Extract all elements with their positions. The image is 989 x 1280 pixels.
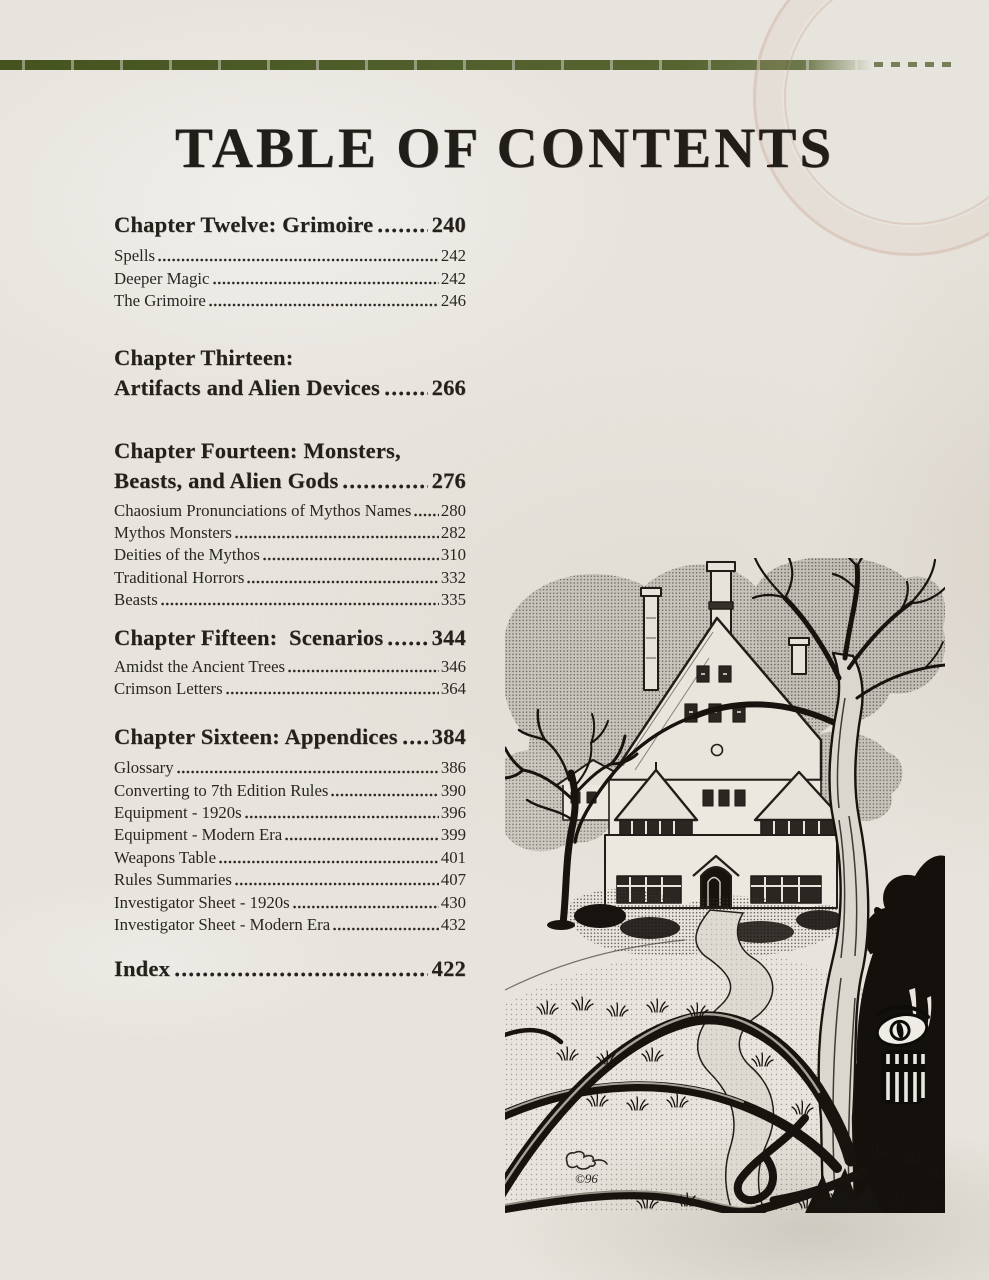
toc-entry — [114, 756, 466, 778]
toc-chapter-heading — [114, 621, 466, 651]
entry-label: Equipment - 1920s — [114, 803, 242, 823]
chapter-label: Chapter Twelve: Grimoire — [114, 212, 374, 237]
dot-leader — [385, 389, 428, 397]
eye-creature — [875, 1007, 929, 1104]
chapter-page: 240 — [431, 212, 466, 237]
entry-label: Rules Summaries — [114, 870, 232, 890]
toc-entry — [114, 801, 466, 823]
entry-page: 390 — [440, 780, 466, 800]
toc-chapter-heading — [114, 464, 466, 494]
toc-entry — [114, 868, 466, 890]
toc-entry — [114, 244, 466, 266]
toc-chapter-heading — [114, 371, 466, 401]
dot-leader — [247, 578, 438, 585]
dot-leader — [378, 226, 427, 234]
dot-leader — [209, 301, 439, 308]
entry-label: Deities of the Mythos — [114, 545, 260, 565]
toc-entry — [114, 845, 466, 867]
toc-section-chapter-fourteen — [114, 434, 466, 610]
toc-entry — [114, 654, 466, 676]
toc-entry — [114, 677, 466, 699]
toc-chapter-heading — [114, 434, 466, 464]
chapter-label: Chapter Fifteen: Scenarios — [114, 625, 384, 651]
chapter-page: 344 — [431, 625, 466, 651]
entry-label: Spells — [114, 246, 156, 266]
toc-index-row — [114, 952, 466, 982]
toc-entries — [114, 756, 466, 935]
page-title: TABLE OF CONTENTS — [174, 117, 835, 180]
entry-label: Equipment - Modern Era — [114, 825, 283, 845]
entry-page: 430 — [440, 892, 466, 912]
toc-section-chapter-thirteen — [114, 341, 466, 401]
entry-label: Weapons Table — [114, 847, 217, 867]
toc-section-chapter-twelve — [114, 208, 466, 311]
chapter-label: Chapter Sixteen: Appendices — [114, 723, 398, 749]
toc-entry — [114, 565, 466, 587]
toc-chapter-heading — [114, 208, 466, 238]
dot-leader — [403, 738, 428, 746]
entry-page: 364 — [440, 678, 466, 698]
entry-page: 335 — [440, 590, 466, 610]
entry-label: Glossary — [114, 758, 174, 778]
dot-leader — [331, 791, 438, 798]
chapter-page: 266 — [431, 375, 466, 401]
dot-leader — [288, 667, 439, 674]
index-label: Index — [114, 956, 171, 982]
table-of-contents — [114, 208, 466, 982]
toc-entry — [114, 913, 466, 935]
entry-label: Beasts — [114, 590, 158, 610]
toc-entry — [114, 588, 466, 610]
dot-leader — [175, 970, 428, 978]
entry-page: 246 — [440, 291, 466, 311]
chapter-page: 384 — [431, 723, 466, 749]
dot-leader — [235, 533, 439, 540]
entry-label: Chaosium Pronunciations of Mythos Names — [114, 500, 412, 520]
entry-label: Traditional Horrors — [114, 567, 245, 587]
entry-page: 280 — [440, 500, 466, 520]
dot-leader — [235, 880, 439, 887]
chapter-label: Chapter Fourteen: Monsters, — [114, 438, 401, 464]
entry-page: 396 — [440, 803, 466, 823]
toc-entries — [114, 244, 466, 311]
dot-leader — [161, 600, 439, 607]
dot-leader — [343, 482, 427, 490]
entry-page: 407 — [440, 870, 466, 890]
entry-page: 386 — [440, 758, 466, 778]
dot-leader — [414, 511, 438, 518]
entry-page: 332 — [440, 567, 466, 587]
index-page: 422 — [431, 956, 466, 982]
chapter-label: Artifacts and Alien Devices — [114, 375, 380, 401]
dot-leader — [285, 835, 439, 842]
entry-page: 282 — [440, 522, 466, 542]
toc-chapter-heading — [114, 341, 466, 371]
entry-page: 432 — [440, 915, 466, 935]
signature-year: ©96 — [575, 1171, 598, 1186]
toc-entry — [114, 778, 466, 800]
entry-label: Crimson Letters — [114, 678, 223, 698]
toc-entry — [114, 543, 466, 565]
chapter-label: Chapter Thirteen: — [114, 345, 294, 371]
toc-section-chapter-sixteen — [114, 720, 466, 935]
toc-entry — [114, 289, 466, 311]
toc-entries — [114, 654, 466, 699]
dot-leader — [213, 279, 439, 286]
entry-page: 242 — [440, 246, 466, 266]
entry-label: The Grimoire — [114, 291, 206, 311]
dot-leader — [158, 256, 439, 263]
entry-label: Investigator Sheet - Modern Era — [114, 915, 331, 935]
entry-page: 399 — [440, 825, 466, 845]
entry-label: Amidst the Ancient Trees — [114, 656, 286, 676]
page-top-rule — [0, 60, 872, 70]
haunted-mansion-illustration — [505, 558, 945, 1213]
entry-label: Mythos Monsters — [114, 522, 232, 542]
dot-leader — [263, 555, 439, 562]
dot-leader — [333, 925, 439, 932]
toc-entry — [114, 521, 466, 543]
dot-leader — [219, 858, 439, 865]
dot-leader — [177, 768, 439, 775]
entry-label: Deeper Magic — [114, 268, 210, 288]
chapter-label: Beasts, and Alien Gods — [114, 468, 339, 494]
entry-page: 310 — [440, 545, 466, 565]
dot-leader — [388, 639, 427, 647]
toc-section-chapter-fifteen — [114, 621, 466, 699]
dot-leader — [226, 689, 439, 696]
entry-page: 401 — [440, 847, 466, 867]
entry-page: 346 — [440, 656, 466, 676]
toc-entry — [114, 498, 466, 520]
dot-leader — [245, 813, 439, 820]
entry-label: Converting to 7th Edition Rules — [114, 780, 329, 800]
dot-leader — [293, 903, 439, 910]
toc-entry — [114, 890, 466, 912]
entry-page: 242 — [440, 268, 466, 288]
toc-chapter-heading — [114, 720, 466, 750]
toc-entry — [114, 823, 466, 845]
toc-entries — [114, 498, 466, 610]
chapter-page: 276 — [431, 468, 466, 494]
toc-entry — [114, 266, 466, 288]
entry-label: Investigator Sheet - 1920s — [114, 892, 290, 912]
